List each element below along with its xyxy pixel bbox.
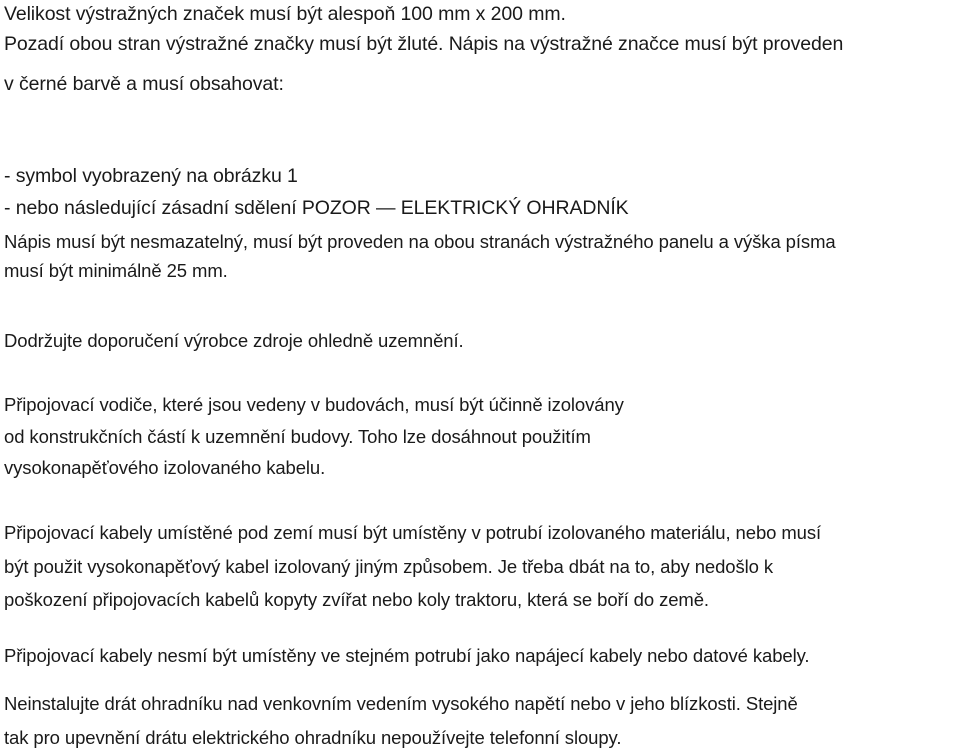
text-line: - nebo následující zásadní sdělení POZOR — ELEKTRICKÝ OHRADNÍK — [4, 197, 629, 219]
text-line: Připojovací kabely nesmí být umístěny ve stejném potrubí jako napájecí kabely nebo datové kabely. — [4, 645, 810, 666]
text-line: musí být minimálně 25 mm. — [4, 260, 228, 281]
text-line: Pozadí obou stran výstražné značky musí být žluté. Nápis na výstražné značce musí být proveden — [4, 33, 844, 55]
text-line: vysokonapěťového izolovaného kabelu. — [4, 457, 326, 478]
text-line: Připojovací kabely umístěné pod zemí musí být umístěny v potrubí izolovaného materiálu, nebo musí — [4, 522, 822, 543]
text-line: - symbol vyobrazený na obrázku 1 — [4, 165, 298, 187]
text-line: Připojovací vodiče, které jsou vedeny v budovách, musí být účinně izolovány — [4, 394, 624, 415]
text-line: od konstrukčních částí k uzemnění budovy. Toho lze dosáhnout použitím — [4, 426, 591, 447]
text-line: Neinstalujte drát ohradníku nad venkovním vedením vysokého napětí nebo v jeho blízkosti. Stejně — [4, 693, 798, 714]
text-line: poškození připojovacích kabelů kopyty zvířat nebo koly traktoru, která se boří do země. — [4, 589, 709, 610]
text-line: v černé barvě a musí obsahovat: — [4, 73, 284, 95]
text-line: tak pro upevnění drátu elektrického ohradníku nepoužívejte telefonní sloupy. — [4, 727, 622, 748]
text-line: Velikost výstražných značek musí být alespoň 100 mm x 200 mm. — [4, 3, 566, 25]
text-line: být použit vysokonapěťový kabel izolovaný jiným způsobem. Je třeba dbát na to, aby nedošlo k — [4, 556, 774, 577]
text-line: Nápis musí být nesmazatelný, musí být proveden na obou stranách výstražného panelu a výška písma — [4, 231, 836, 252]
text-line: Dodržujte doporučení výrobce zdroje ohledně uzemnění. — [4, 330, 464, 351]
